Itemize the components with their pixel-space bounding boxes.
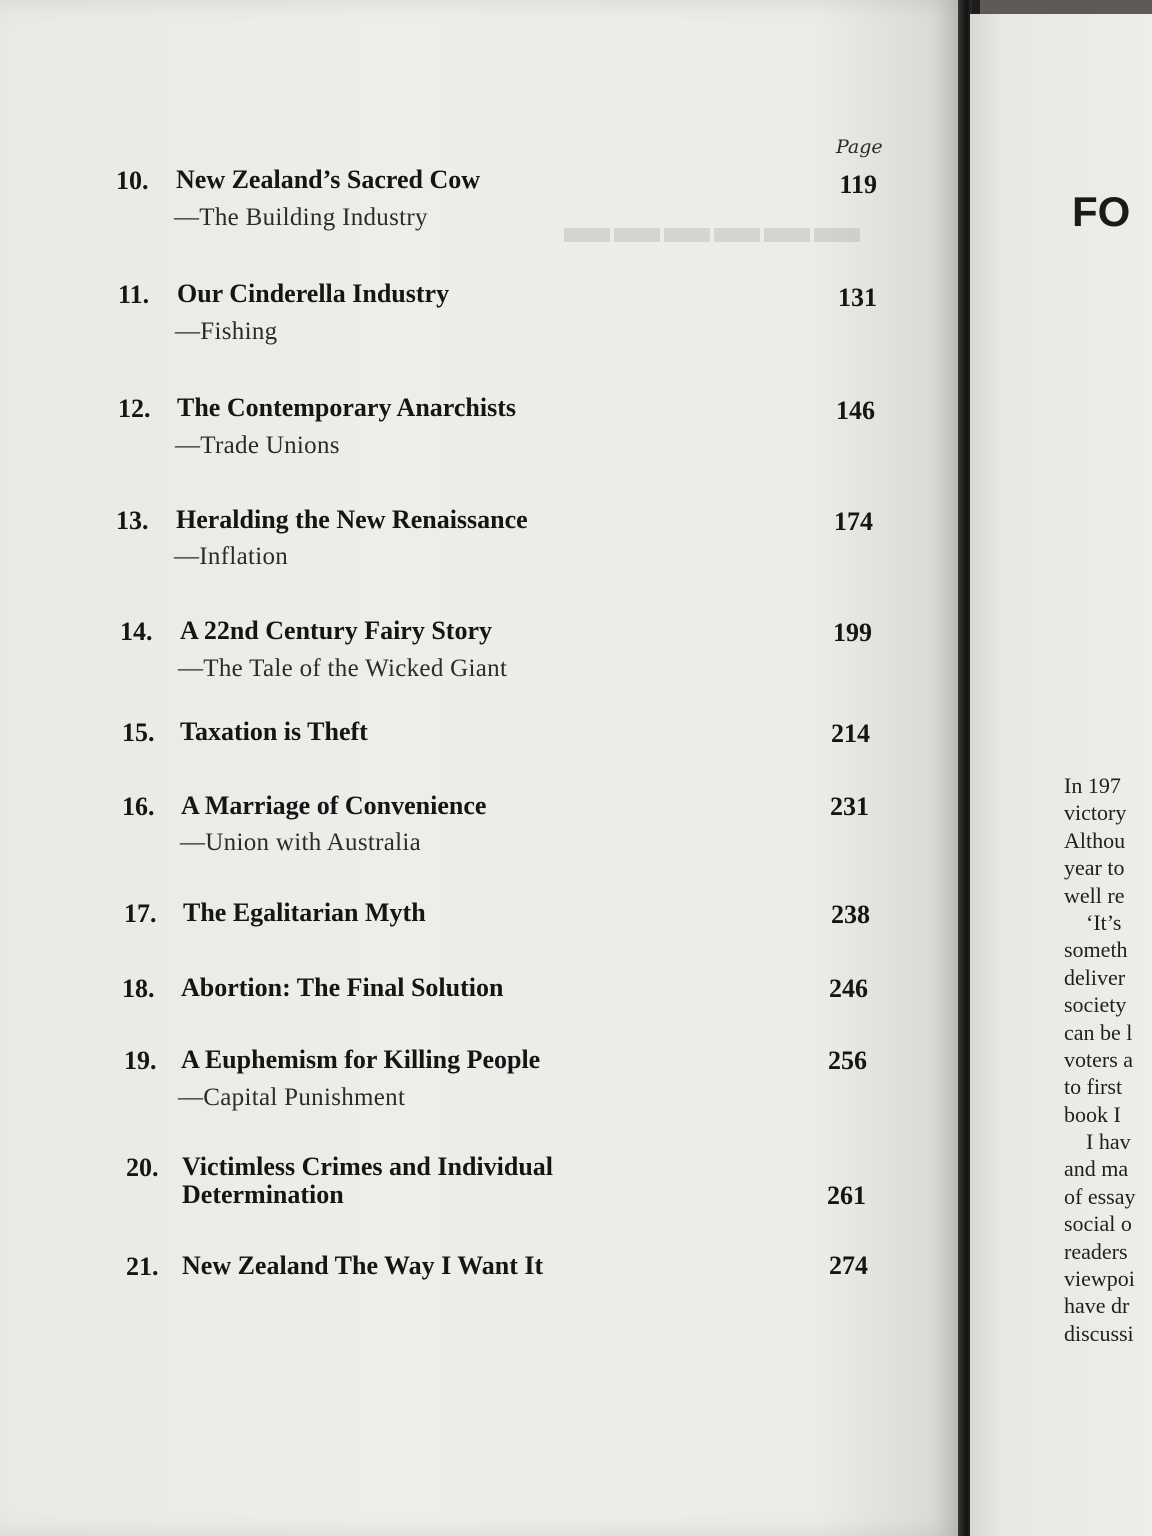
chapter-title (182, 1153, 553, 1209)
chapter-title (180, 617, 492, 645)
chapter-title-line: The Egalitarian Myth (183, 898, 426, 927)
facing-page-line: can be l (1064, 1019, 1133, 1045)
page-number: 199 (833, 618, 872, 647)
chapter-title-line: Abortion: The Final Solution (181, 973, 504, 1002)
chapter-number: 18. (122, 974, 155, 1003)
chapter-title (181, 974, 503, 1002)
page-number: 274 (829, 1251, 868, 1280)
chapter-title-line: New Zealand The Way I Want It (182, 1251, 544, 1280)
chapter-title (182, 1252, 543, 1280)
facing-page-line: year to (1064, 855, 1125, 881)
page-number: 131 (838, 283, 877, 312)
chapter-subtitle: —Inflation (174, 543, 289, 570)
chapter-number: 20. (126, 1153, 159, 1182)
chapter-title-line: A Euphemism for Killing People (181, 1045, 541, 1074)
chapter-title (180, 718, 368, 746)
facing-page-line: I hav (1086, 1129, 1131, 1155)
facing-page-line: ‘It’s (1086, 909, 1122, 935)
facing-page-line: discussi (1064, 1320, 1134, 1346)
chapter-title (181, 792, 486, 820)
chapter-number: 12. (118, 394, 151, 423)
chapter-number: 14. (120, 617, 153, 646)
chapter-number: 16. (122, 792, 155, 821)
facing-page-line: Althou (1064, 827, 1126, 853)
chapter-title-line: A 22nd Century Fairy Story (180, 616, 492, 645)
chapter-title (176, 166, 480, 194)
chapter-number: 11. (118, 280, 150, 309)
chapter-subtitle: —Capital Punishment (178, 1084, 406, 1111)
facing-page-line: viewpoi (1064, 1266, 1135, 1292)
page-number: 261 (827, 1181, 866, 1210)
chapter-subtitle: —Trade Unions (175, 432, 340, 459)
page-number: 231 (830, 792, 869, 821)
chapter-title (177, 280, 449, 308)
chapter-title-line: The Contemporary Anarchists (177, 393, 516, 422)
page-number: 238 (831, 900, 870, 929)
chapter-number: 10. (116, 166, 149, 195)
facing-page-line: deliver (1064, 964, 1126, 990)
page-number: 174 (834, 507, 873, 536)
chapter-number: 13. (116, 506, 149, 535)
page-column-label: Page (836, 136, 883, 158)
page-number: 214 (831, 719, 870, 748)
page-number: 146 (836, 396, 875, 425)
page-number: 256 (828, 1046, 867, 1075)
chapter-subtitle: —The Tale of the Wicked Giant (178, 655, 508, 682)
facing-page-line: have dr (1064, 1293, 1130, 1319)
page-number: 246 (829, 974, 868, 1003)
facing-page-heading: FO (1072, 188, 1131, 235)
facing-page-line: social o (1064, 1211, 1132, 1237)
facing-page-line: readers (1064, 1238, 1128, 1264)
chapter-title-line-2: Determination (182, 1180, 344, 1209)
page-number: 119 (839, 170, 877, 199)
facing-page-line: In 197 (1064, 773, 1121, 798)
facing-page-line: to first (1064, 1074, 1123, 1100)
facing-page-line: and ma (1064, 1156, 1129, 1182)
chapter-title-line: Our Cinderella Industry (177, 279, 450, 308)
facing-page-line: well re (1064, 882, 1125, 908)
chapter-title-line: Heralding the New Renaissance (176, 505, 528, 534)
chapter-number: 15. (122, 718, 155, 747)
chapter-subtitle: —Fishing (175, 318, 278, 345)
facing-page-line: of essay (1064, 1183, 1136, 1209)
facing-page-line: voters a (1064, 1046, 1134, 1072)
chapter-number: 19. (124, 1046, 157, 1075)
chapter-number: 21. (126, 1252, 159, 1281)
facing-page-line: society (1064, 992, 1127, 1018)
chapter-title-line: New Zealand’s Sacred Cow (176, 165, 481, 194)
facing-page-text (1064, 772, 1152, 1347)
chapter-title-line: Victimless Crimes and Individual (182, 1152, 554, 1181)
facing-page-line: victory (1064, 800, 1127, 826)
chapter-number: 17. (124, 899, 157, 928)
facing-page-line: book I (1064, 1101, 1121, 1127)
chapter-title (177, 394, 516, 422)
facing-page-line: someth (1064, 937, 1128, 963)
chapter-subtitle: —Union with Australia (180, 829, 422, 856)
chapter-subtitle: —The Building Industry (174, 204, 428, 231)
chapter-title (181, 1046, 540, 1074)
bleed-through-text: ▬▬▬▬▬▬ (560, 201, 860, 252)
chapter-title (176, 506, 528, 534)
chapter-title (183, 899, 426, 927)
chapter-title-line: A Marriage of Convenience (181, 791, 487, 820)
chapter-title-line: Taxation is Theft (180, 717, 368, 746)
